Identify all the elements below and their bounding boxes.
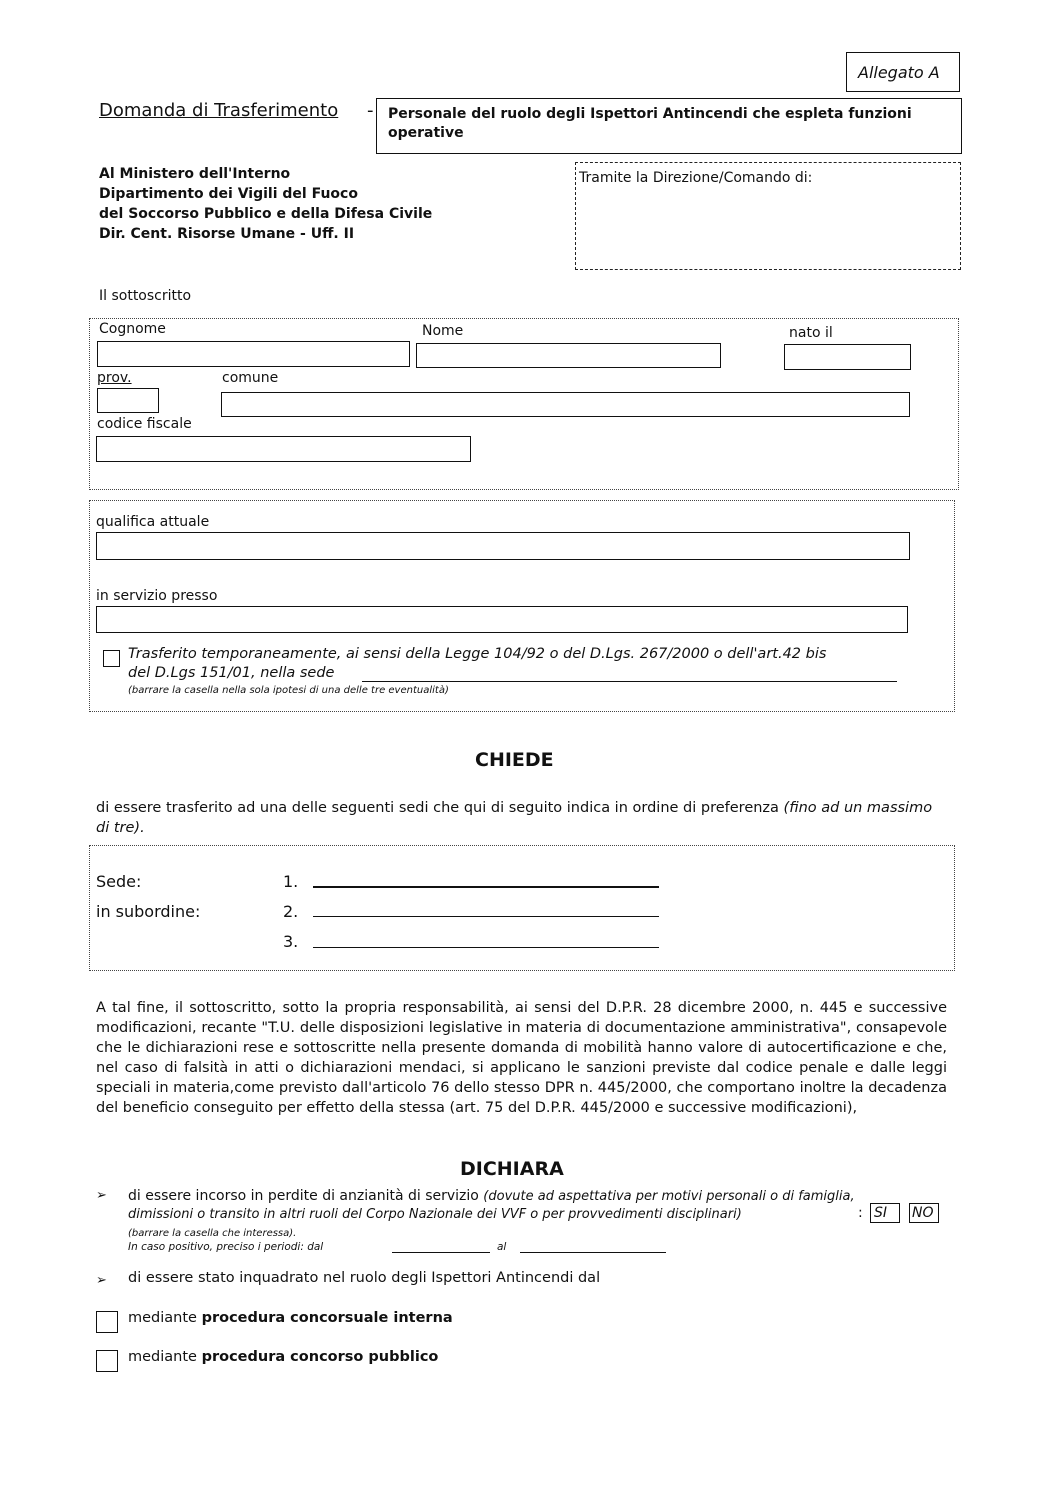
codice-fiscale-label: codice fiscale [97, 416, 192, 432]
bullet-arrow-icon: ➢ [96, 1188, 107, 1203]
concorso-interno-label [128, 1310, 453, 1326]
sede-num-2: 2. [283, 902, 299, 921]
temporary-transfer-text-2: del D.Lgs 151/01, nella sede [128, 665, 335, 681]
subordine-label: in subordine: [96, 902, 201, 921]
dichiara-heading: DICHIARA [460, 1158, 564, 1180]
chiede-heading: CHIEDE [475, 749, 554, 771]
addressee-line-3: del Soccorso Pubblico e della Difesa Civile [99, 206, 433, 222]
item1-note: (barrare la casella che interessa). [128, 1228, 297, 1239]
codice-fiscale-field[interactable] [96, 436, 471, 462]
nato-il-field[interactable] [784, 344, 911, 370]
prov-field[interactable] [97, 388, 159, 413]
item1-italic-a: (dovute ad aspettativa per motivi personali o di famiglia, [483, 1189, 855, 1204]
servizio-field[interactable] [96, 606, 908, 633]
sede-2-line[interactable] [313, 916, 659, 917]
subject-text: Personale del ruolo degli Ispettori Antincendi che espleta funzioni operative [388, 106, 912, 141]
opt1-bold: procedura concorsuale interna [201, 1310, 453, 1326]
item1-colon: : [858, 1205, 863, 1221]
comune-field[interactable] [221, 392, 910, 417]
concorso-interno-checkbox[interactable] [96, 1311, 118, 1333]
periodo-dal-line[interactable] [392, 1252, 490, 1253]
nome-field[interactable] [416, 343, 721, 368]
dichiara-item-2: di essere stato inquadrato nel ruolo degli Ispettori Antincendi dal [128, 1270, 601, 1286]
dichiara-item-1 [128, 1186, 948, 1207]
periodo-al-line[interactable] [520, 1252, 666, 1253]
chiede-text-normal: di essere trasferito ad una delle seguenti sedi che qui di seguito indica in ordine di preferenza [96, 800, 784, 816]
allegato-label: Allegato A [858, 63, 940, 82]
item1-normal: di essere incorso in perdite di anzianità di servizio [128, 1188, 484, 1204]
prov-label: prov. [97, 370, 132, 386]
temporary-transfer-note: (barrare la casella nella sola ipotesi di una delle tre eventualità) [128, 685, 449, 696]
sede-3-line[interactable] [313, 947, 659, 948]
tramite-label: Tramite la Direzione/Comando di: [579, 170, 813, 186]
page-title: Domanda di Trasferimento [99, 100, 339, 121]
item1-italic-b: dimissioni o transito in altri ruoli del Corpo Nazionale dei VVF o per provvedimenti disciplinari) [128, 1207, 742, 1222]
sede-num-1: 1. [283, 872, 299, 891]
qualifica-label: qualifica attuale [96, 514, 210, 530]
cognome-field[interactable] [97, 341, 410, 367]
sede-label: Sede: [96, 872, 142, 891]
temporary-sede-line[interactable] [362, 681, 897, 682]
temporary-transfer-text-1: Trasferito temporaneamente, ai sensi della Legge 104/92 o del D.Lgs. 267/2000 o dell'art.42 bis [128, 646, 827, 662]
addressee-line-4: Dir. Cent. Risorse Umane - Uff. II [99, 226, 355, 242]
declaration-paragraph: A tal fine, il sottoscritto, sotto la propria responsabilità, ai sensi del D.P.R. 28 dicembre 2000, n. 445 e successive modificazioni, recante "T.U. delle disposizioni legislative in materia di documentazione amministrativa", consapevole che le dichiarazioni rese e sottoscritte nella presente domanda di mobilità hanno valore di autocertificazione e che, nel caso di falsità in atti o dichiarazioni mendaci, si applicano le sanzioni previste dal codice penale e dalle leggi speciali in materia,come previsto dall'articolo 76 dello stesso DPR n. 445/2000, che comportano inoltre la decadenza del beneficio conseguito per effetto della stessa (art. 75 del D.P.R. 445/2000 e successive modificazioni), [96, 1000, 947, 1116]
bullet-arrow-icon-2: ➢ [96, 1273, 107, 1288]
si-label: SI [874, 1205, 888, 1221]
item1-al: al [497, 1241, 507, 1253]
sede-1-line[interactable] [313, 886, 659, 888]
opt2-normal: mediante [128, 1349, 202, 1365]
nato-label: nato il [789, 325, 833, 341]
addressee-line-2: Dipartimento dei Vigili del Fuoco [99, 186, 358, 202]
temporary-transfer-checkbox[interactable] [103, 650, 120, 667]
chiede-text [96, 798, 948, 838]
cognome-label: Cognome [99, 321, 166, 337]
no-label: NO [912, 1205, 934, 1221]
servizio-label: in servizio presso [96, 588, 218, 604]
opt2-bold: procedura concorso pubblico [201, 1349, 439, 1365]
sottoscritto-label: Il sottoscritto [99, 288, 192, 304]
opt1-normal: mediante [128, 1310, 202, 1326]
nome-label: Nome [422, 323, 464, 339]
sede-num-3: 3. [283, 932, 299, 951]
item1-periodi: In caso positivo, preciso i periodi: dal [128, 1241, 324, 1253]
comune-label: comune [222, 370, 279, 386]
concorso-pubblico-checkbox[interactable] [96, 1350, 118, 1372]
qualifica-field[interactable] [96, 532, 910, 560]
concorso-pubblico-label [128, 1349, 438, 1365]
title-dash: - [367, 100, 374, 121]
chiede-text-italic: (fino ad un massimo di tre). [96, 800, 933, 836]
sedi-section [89, 845, 955, 971]
addressee-line-1: Al Ministero dell'Interno [99, 166, 291, 182]
